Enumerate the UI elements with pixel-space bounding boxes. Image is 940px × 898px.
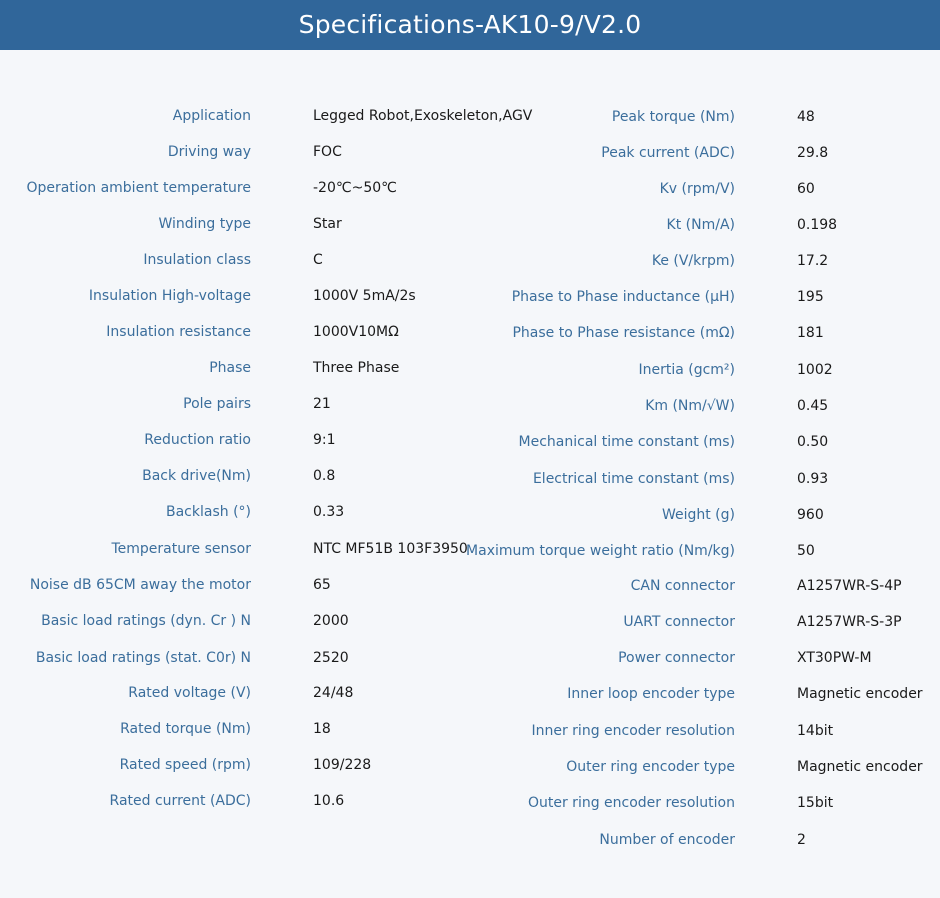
spec-label: Insulation High-voltage xyxy=(88,288,251,304)
spec-label: Winding type xyxy=(158,216,251,232)
spec-label: Rated current (ADC) xyxy=(109,793,251,809)
spec-value: 14bit xyxy=(797,723,834,739)
spec-value: 60 xyxy=(797,181,815,197)
spec-row xyxy=(0,719,940,739)
spec-label: Ke (V/krpm) xyxy=(651,253,735,269)
spec-value: 9:1 xyxy=(313,432,336,448)
spec-value: 2520 xyxy=(313,650,349,666)
spec-label: Outer ring encoder resolution xyxy=(527,795,735,811)
spec-label: Electrical time constant (ms) xyxy=(532,471,735,487)
spec-value: 109/228 xyxy=(313,757,372,773)
spec-value: 1000V10MΩ xyxy=(313,324,399,340)
spec-label: Insulation resistance xyxy=(106,324,251,340)
spec-label: Reduction ratio xyxy=(144,432,251,448)
spec-value: 29.8 xyxy=(797,145,829,161)
spec-row xyxy=(0,505,940,525)
spec-value: Star xyxy=(313,216,342,232)
spec-label: Phase to Phase resistance (mΩ) xyxy=(512,325,735,341)
spec-row xyxy=(0,287,940,307)
page-title: Specifications-AK10-9/V2.0 xyxy=(298,10,642,39)
spec-value: 2 xyxy=(797,832,806,848)
spec-row xyxy=(0,612,940,632)
spec-label: Outer ring encoder type xyxy=(566,759,735,775)
spec-label: UART connector xyxy=(623,614,735,630)
spec-row xyxy=(0,755,940,775)
spec-label: Inertia (gcm²) xyxy=(638,362,735,378)
spec-label: Basic load ratings (dyn. Cr ) N xyxy=(41,613,251,629)
spec-value: 10.6 xyxy=(313,793,345,809)
spec-row xyxy=(0,143,940,163)
spec-label: Driving way xyxy=(167,144,251,160)
spec-row xyxy=(0,142,940,162)
spec-row xyxy=(0,251,940,271)
spec-label: Pole pairs xyxy=(183,396,251,412)
spec-value: NTC MF51B 103F3950 xyxy=(313,541,468,557)
spec-label: Noise dB 65CM away the motor xyxy=(29,577,251,593)
spec-row xyxy=(0,286,940,306)
spec-value: -20℃~50℃ xyxy=(313,180,397,196)
spec-row xyxy=(0,107,940,127)
spec-row xyxy=(0,684,940,704)
spec-value: C xyxy=(313,252,323,268)
spec-label: Operation ambient temperature xyxy=(26,180,251,196)
spec-value: 2000 xyxy=(313,613,349,629)
spec-row xyxy=(0,432,940,452)
spec-value: Magnetic encoder xyxy=(797,686,923,702)
spec-label: Number of encoder xyxy=(599,832,735,848)
spec-label: Km (Nm/√W) xyxy=(645,398,735,414)
spec-row xyxy=(0,394,940,414)
spec-row xyxy=(0,469,940,489)
spec-value: 24/48 xyxy=(313,685,354,701)
spec-row xyxy=(0,576,940,596)
spec-value: 0.8 xyxy=(313,468,336,484)
spec-label: Mechanical time constant (ms) xyxy=(518,434,735,450)
spec-value: 18 xyxy=(313,721,331,737)
title-banner xyxy=(0,0,940,50)
spec-row xyxy=(0,396,940,416)
spec-row xyxy=(0,179,940,199)
spec-row xyxy=(0,611,940,631)
spec-label: Back drive(Nm) xyxy=(142,468,251,484)
spec-label: CAN connector xyxy=(630,578,735,594)
spec-label: Rated torque (Nm) xyxy=(120,721,251,737)
spec-value: 17.2 xyxy=(797,253,829,269)
spec-value: 1000V 5mA/2s xyxy=(313,288,416,304)
spec-label: Inner ring encoder resolution xyxy=(531,723,735,739)
spec-row xyxy=(0,215,940,235)
spec-row xyxy=(0,250,940,270)
spec-label: Phase xyxy=(209,360,251,376)
spec-row xyxy=(0,575,940,595)
spec-value: 0.33 xyxy=(313,504,345,520)
spec-value: 0.198 xyxy=(797,217,838,233)
spec-value: A1257WR-S-4P xyxy=(797,578,902,594)
spec-label: Rated speed (rpm) xyxy=(119,757,251,773)
spec-label: Power connector xyxy=(618,650,735,666)
spec-row xyxy=(0,757,940,777)
spec-row xyxy=(0,214,940,234)
spec-row xyxy=(0,358,940,378)
spec-row xyxy=(0,323,940,343)
spec-row xyxy=(0,106,940,126)
spec-row xyxy=(0,322,940,342)
spec-value: XT30PW-M xyxy=(797,650,872,666)
spec-value: Magnetic encoder xyxy=(797,759,923,775)
spec-label: Inner loop encoder type xyxy=(567,686,735,702)
spec-row xyxy=(0,648,940,668)
spec-row xyxy=(0,430,940,450)
spec-value: 0.50 xyxy=(797,434,829,450)
spec-row xyxy=(0,502,940,522)
spec-value: A1257WR-S-3P xyxy=(797,614,902,630)
spec-row xyxy=(0,683,940,703)
spec-row xyxy=(0,830,940,850)
spec-label: Peak torque (Nm) xyxy=(611,109,735,125)
spec-label: Rated voltage (V) xyxy=(128,685,251,701)
spec-row xyxy=(0,793,940,813)
spec-row xyxy=(0,360,940,380)
spec-label: Basic load ratings (stat. C0r) N xyxy=(35,650,251,666)
spec-label: Backlash (°) xyxy=(166,504,251,520)
spec-value: 195 xyxy=(797,289,824,305)
spec-label: Phase to Phase inductance (μH) xyxy=(511,289,735,305)
spec-value: 1002 xyxy=(797,362,833,378)
spec-value: 50 xyxy=(797,543,815,559)
spec-label: Insulation class xyxy=(143,252,251,268)
spec-value: Three Phase xyxy=(313,360,400,376)
spec-value: Legged Robot,Exoskeleton,AGV xyxy=(313,108,533,124)
spec-value: 65 xyxy=(313,577,331,593)
spec-row xyxy=(0,648,940,668)
spec-label: Peak current (ADC) xyxy=(601,145,735,161)
spec-value: 15bit xyxy=(797,795,834,811)
spec-value: FOC xyxy=(313,144,342,160)
spec-value: 0.45 xyxy=(797,398,829,414)
spec-row xyxy=(0,721,940,741)
spec-value: 960 xyxy=(797,507,824,523)
spec-label: Kt (Nm/A) xyxy=(666,217,735,233)
spec-label: Weight (g) xyxy=(661,507,735,523)
spec-label: Maximum torque weight ratio (Nm/kg) xyxy=(466,543,735,559)
spec-value: 48 xyxy=(797,109,815,125)
spec-value: 181 xyxy=(797,325,824,341)
spec-row xyxy=(0,539,940,559)
spec-label: Kv (rpm/V) xyxy=(659,181,735,197)
spec-row xyxy=(0,791,940,811)
spec-value: 0.93 xyxy=(797,471,829,487)
spec-row xyxy=(0,466,940,486)
spec-row xyxy=(0,178,940,198)
spec-value: 21 xyxy=(313,396,331,412)
spec-row xyxy=(0,541,940,561)
spec-label: Application xyxy=(172,108,251,124)
spec-label: Temperature sensor xyxy=(111,541,251,557)
